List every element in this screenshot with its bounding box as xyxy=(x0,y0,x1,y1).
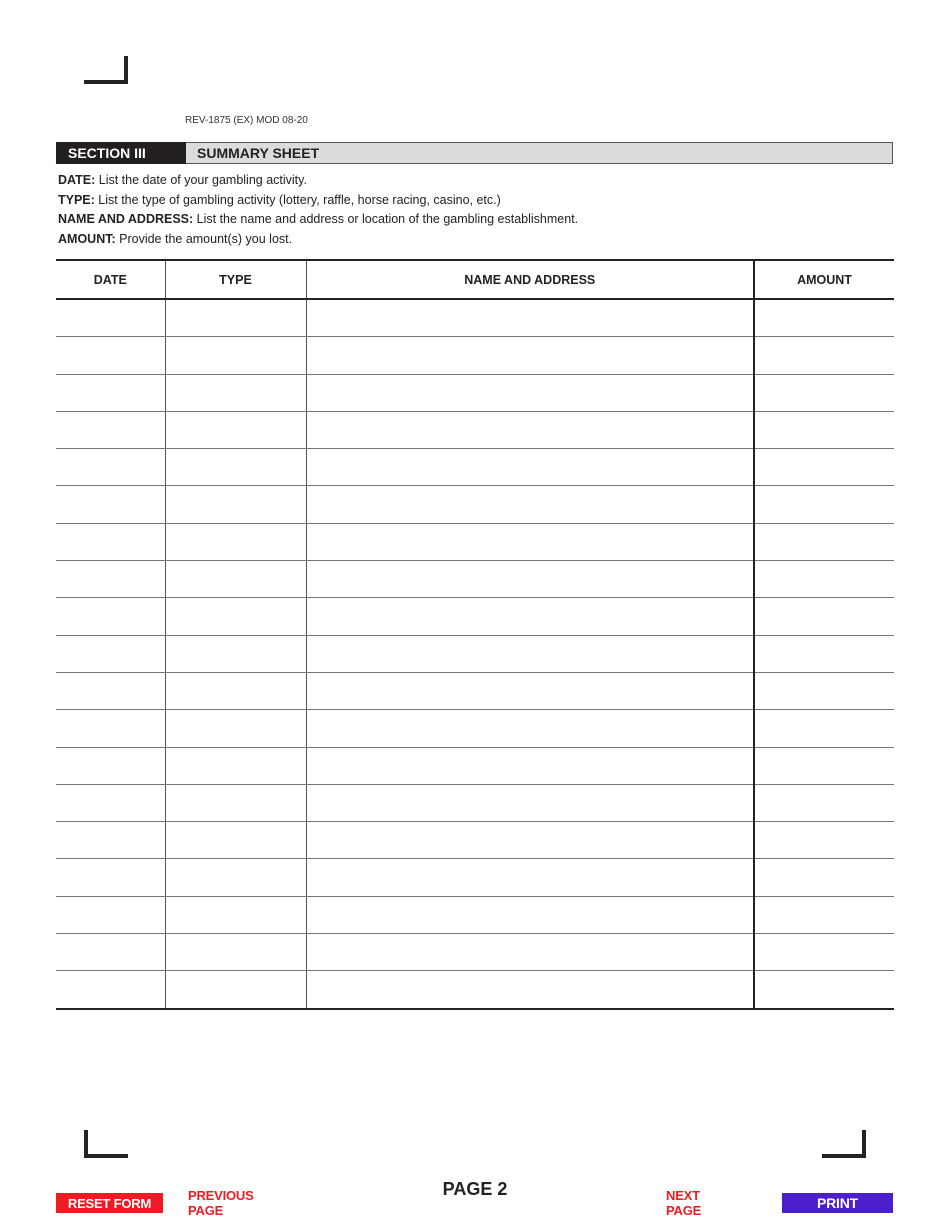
table-cell-amount xyxy=(754,784,894,821)
reset-form-button[interactable]: RESET FORM xyxy=(56,1193,163,1213)
table-cell-type xyxy=(165,859,306,896)
table-cell-amount xyxy=(754,934,894,971)
previous-page-button[interactable]: PREVIOUS PAGE xyxy=(188,1188,254,1218)
type-field[interactable] xyxy=(166,636,306,672)
table-cell-date xyxy=(56,822,165,859)
type-field[interactable] xyxy=(166,710,306,746)
table-header-row xyxy=(56,260,894,299)
amount-field[interactable] xyxy=(755,859,894,895)
amount-field[interactable] xyxy=(755,785,894,821)
date-field[interactable] xyxy=(56,486,165,522)
table-cell-name-address xyxy=(306,561,754,598)
date-field[interactable] xyxy=(56,897,165,933)
date-field[interactable] xyxy=(56,412,165,448)
amount-field[interactable] xyxy=(755,561,894,597)
amount-field[interactable] xyxy=(755,971,894,1007)
table-cell-type xyxy=(165,784,306,821)
table-cell-type xyxy=(165,747,306,784)
amount-field[interactable] xyxy=(755,412,894,448)
type-field[interactable] xyxy=(166,300,306,336)
table-cell-date xyxy=(56,859,165,896)
table-cell-date xyxy=(56,896,165,933)
table-row xyxy=(56,374,894,411)
table-cell-date xyxy=(56,934,165,971)
table-cell-amount xyxy=(754,523,894,560)
name-address-field[interactable] xyxy=(307,859,754,895)
table-cell-date xyxy=(56,561,165,598)
page-number: PAGE 2 xyxy=(442,1179,508,1199)
type-field[interactable] xyxy=(166,598,306,634)
amount-field[interactable] xyxy=(755,486,894,522)
date-field[interactable] xyxy=(56,859,165,895)
column-header-amount: AMOUNT xyxy=(754,260,894,299)
type-field[interactable] xyxy=(166,673,306,709)
table-cell-amount xyxy=(754,411,894,448)
table-cell-type xyxy=(165,449,306,486)
instruction-amount: AMOUNT: Provide the amount(s) you lost. xyxy=(58,232,293,247)
table-cell-date xyxy=(56,486,165,523)
name-address-field[interactable] xyxy=(307,785,754,821)
table-cell-name-address xyxy=(306,299,754,337)
name-address-field[interactable] xyxy=(307,300,754,336)
table-cell-name-address xyxy=(306,672,754,709)
name-address-field[interactable] xyxy=(307,412,754,448)
amount-field[interactable] xyxy=(755,375,894,411)
table-cell-name-address xyxy=(306,784,754,821)
table-cell-name-address xyxy=(306,449,754,486)
date-field[interactable] xyxy=(56,598,165,634)
table-row xyxy=(56,561,894,598)
column-header-name-address: NAME AND ADDRESS xyxy=(306,260,754,299)
amount-field[interactable] xyxy=(755,337,894,373)
table-row xyxy=(56,822,894,859)
date-field[interactable] xyxy=(56,971,165,1007)
table-cell-name-address xyxy=(306,486,754,523)
next-page-button[interactable]: NEXT PAGE xyxy=(666,1188,702,1218)
type-field[interactable] xyxy=(166,524,306,560)
table-cell-date xyxy=(56,747,165,784)
table-row xyxy=(56,672,894,709)
table-row xyxy=(56,486,894,523)
table-cell-amount xyxy=(754,374,894,411)
table-row xyxy=(56,523,894,560)
name-address-field[interactable] xyxy=(307,486,754,522)
date-field[interactable] xyxy=(56,561,165,597)
section-number: SECTION III xyxy=(56,142,186,164)
table-row xyxy=(56,635,894,672)
amount-field[interactable] xyxy=(755,897,894,933)
table-cell-type xyxy=(165,635,306,672)
table-cell-date xyxy=(56,635,165,672)
table-cell-name-address xyxy=(306,598,754,635)
table-row xyxy=(56,710,894,747)
table-cell-type xyxy=(165,971,306,1009)
table-cell-amount xyxy=(754,598,894,635)
column-header-type: TYPE xyxy=(165,260,306,299)
instruction-name-address: NAME AND ADDRESS: List the name and address or location of the gambling establishment. xyxy=(58,212,579,227)
name-address-field[interactable] xyxy=(307,710,754,746)
amount-field[interactable] xyxy=(755,710,894,746)
type-field[interactable] xyxy=(166,486,306,522)
crop-mark-top-left xyxy=(84,56,128,84)
column-header-date: DATE xyxy=(56,260,165,299)
table-cell-amount xyxy=(754,449,894,486)
amount-field[interactable] xyxy=(755,449,894,485)
section-header xyxy=(56,142,893,164)
name-address-field[interactable] xyxy=(307,822,754,858)
table-cell-date xyxy=(56,710,165,747)
amount-field[interactable] xyxy=(755,636,894,672)
table-cell-type xyxy=(165,672,306,709)
table-cell-type xyxy=(165,374,306,411)
date-field[interactable] xyxy=(56,748,165,784)
table-cell-name-address xyxy=(306,411,754,448)
table-cell-name-address xyxy=(306,896,754,933)
table-cell-date xyxy=(56,523,165,560)
table-cell-type xyxy=(165,710,306,747)
table-cell-type xyxy=(165,561,306,598)
name-address-field[interactable] xyxy=(307,673,754,709)
table-row xyxy=(56,784,894,821)
date-field[interactable] xyxy=(56,375,165,411)
table-row xyxy=(56,411,894,448)
table-cell-name-address xyxy=(306,337,754,374)
table-cell-date xyxy=(56,299,165,337)
table-cell-date xyxy=(56,337,165,374)
date-field[interactable] xyxy=(56,673,165,709)
table-row xyxy=(56,299,894,337)
table-cell-date xyxy=(56,374,165,411)
date-field[interactable] xyxy=(56,300,165,336)
table-cell-date xyxy=(56,971,165,1009)
print-button[interactable]: PRINT xyxy=(782,1193,893,1213)
gambling-losses-table xyxy=(56,259,894,1010)
name-address-field[interactable] xyxy=(307,375,754,411)
table-cell-amount xyxy=(754,561,894,598)
amount-field[interactable] xyxy=(755,524,894,560)
table-cell-name-address xyxy=(306,971,754,1009)
table-cell-amount xyxy=(754,710,894,747)
amount-field[interactable] xyxy=(755,598,894,634)
type-field[interactable] xyxy=(166,785,306,821)
name-address-field[interactable] xyxy=(307,636,754,672)
amount-field[interactable] xyxy=(755,822,894,858)
table-row xyxy=(56,896,894,933)
table-row xyxy=(56,337,894,374)
table-cell-type xyxy=(165,934,306,971)
table-cell-amount xyxy=(754,672,894,709)
name-address-field[interactable] xyxy=(307,337,754,373)
amount-field[interactable] xyxy=(755,934,894,970)
table-cell-name-address xyxy=(306,710,754,747)
table-row xyxy=(56,934,894,971)
table-cell-date xyxy=(56,449,165,486)
name-address-field[interactable] xyxy=(307,561,754,597)
table-cell-date xyxy=(56,784,165,821)
date-field[interactable] xyxy=(56,822,165,858)
instructions xyxy=(58,171,888,250)
table-cell-name-address xyxy=(306,374,754,411)
table-cell-name-address xyxy=(306,523,754,560)
table-body xyxy=(56,299,894,1009)
date-field[interactable] xyxy=(56,636,165,672)
table-cell-amount xyxy=(754,635,894,672)
table-cell-name-address xyxy=(306,934,754,971)
table-cell-date xyxy=(56,672,165,709)
instruction-date: DATE: List the date of your gambling activity. xyxy=(58,173,307,187)
name-address-field[interactable] xyxy=(307,598,754,634)
table-cell-amount xyxy=(754,971,894,1009)
type-field[interactable] xyxy=(166,859,306,895)
type-field[interactable] xyxy=(166,412,306,448)
table-cell-date xyxy=(56,411,165,448)
section-title: SUMMARY SHEET xyxy=(186,142,893,164)
name-address-field[interactable] xyxy=(307,897,754,933)
type-field[interactable] xyxy=(166,971,306,1007)
crop-mark-bottom-left xyxy=(84,1130,128,1158)
date-field[interactable] xyxy=(56,934,165,970)
type-field[interactable] xyxy=(166,449,306,485)
table-cell-type xyxy=(165,598,306,635)
date-field[interactable] xyxy=(56,449,165,485)
type-field[interactable] xyxy=(166,822,306,858)
table-row xyxy=(56,449,894,486)
table-cell-name-address xyxy=(306,747,754,784)
table-cell-type xyxy=(165,822,306,859)
table-cell-name-address xyxy=(306,859,754,896)
table-cell-amount xyxy=(754,859,894,896)
table-cell-type xyxy=(165,411,306,448)
name-address-field[interactable] xyxy=(307,524,754,560)
table-cell-type xyxy=(165,486,306,523)
table-cell-amount xyxy=(754,822,894,859)
date-field[interactable] xyxy=(56,337,165,373)
table-cell-amount xyxy=(754,896,894,933)
amount-field[interactable] xyxy=(755,300,894,336)
type-field[interactable] xyxy=(166,897,306,933)
table-cell-type xyxy=(165,896,306,933)
table-row xyxy=(56,747,894,784)
name-address-field[interactable] xyxy=(307,971,754,1007)
name-address-field[interactable] xyxy=(307,934,754,970)
table-row xyxy=(56,859,894,896)
date-field[interactable] xyxy=(56,785,165,821)
table-cell-date xyxy=(56,598,165,635)
amount-field[interactable] xyxy=(755,748,894,784)
table-row xyxy=(56,598,894,635)
name-address-field[interactable] xyxy=(307,748,754,784)
table-row xyxy=(56,971,894,1009)
amount-field[interactable] xyxy=(755,673,894,709)
table-cell-amount xyxy=(754,337,894,374)
type-field[interactable] xyxy=(166,337,306,373)
table-cell-type xyxy=(165,523,306,560)
name-address-field[interactable] xyxy=(307,449,754,485)
table-cell-amount xyxy=(754,747,894,784)
table-cell-type xyxy=(165,337,306,374)
type-field[interactable] xyxy=(166,748,306,784)
type-field[interactable] xyxy=(166,934,306,970)
form-id: REV-1875 (EX) MOD 08-20 xyxy=(185,115,308,126)
table-cell-name-address xyxy=(306,822,754,859)
crop-mark-bottom-right xyxy=(822,1130,866,1158)
date-field[interactable] xyxy=(56,524,165,560)
type-field[interactable] xyxy=(166,561,306,597)
date-field[interactable] xyxy=(56,710,165,746)
table-cell-type xyxy=(165,299,306,337)
instruction-type: TYPE: List the type of gambling activity (lottery, raffle, horse racing, casino, etc.) xyxy=(58,192,501,207)
table-cell-name-address xyxy=(306,635,754,672)
table-cell-amount xyxy=(754,299,894,337)
table-cell-amount xyxy=(754,486,894,523)
type-field[interactable] xyxy=(166,375,306,411)
